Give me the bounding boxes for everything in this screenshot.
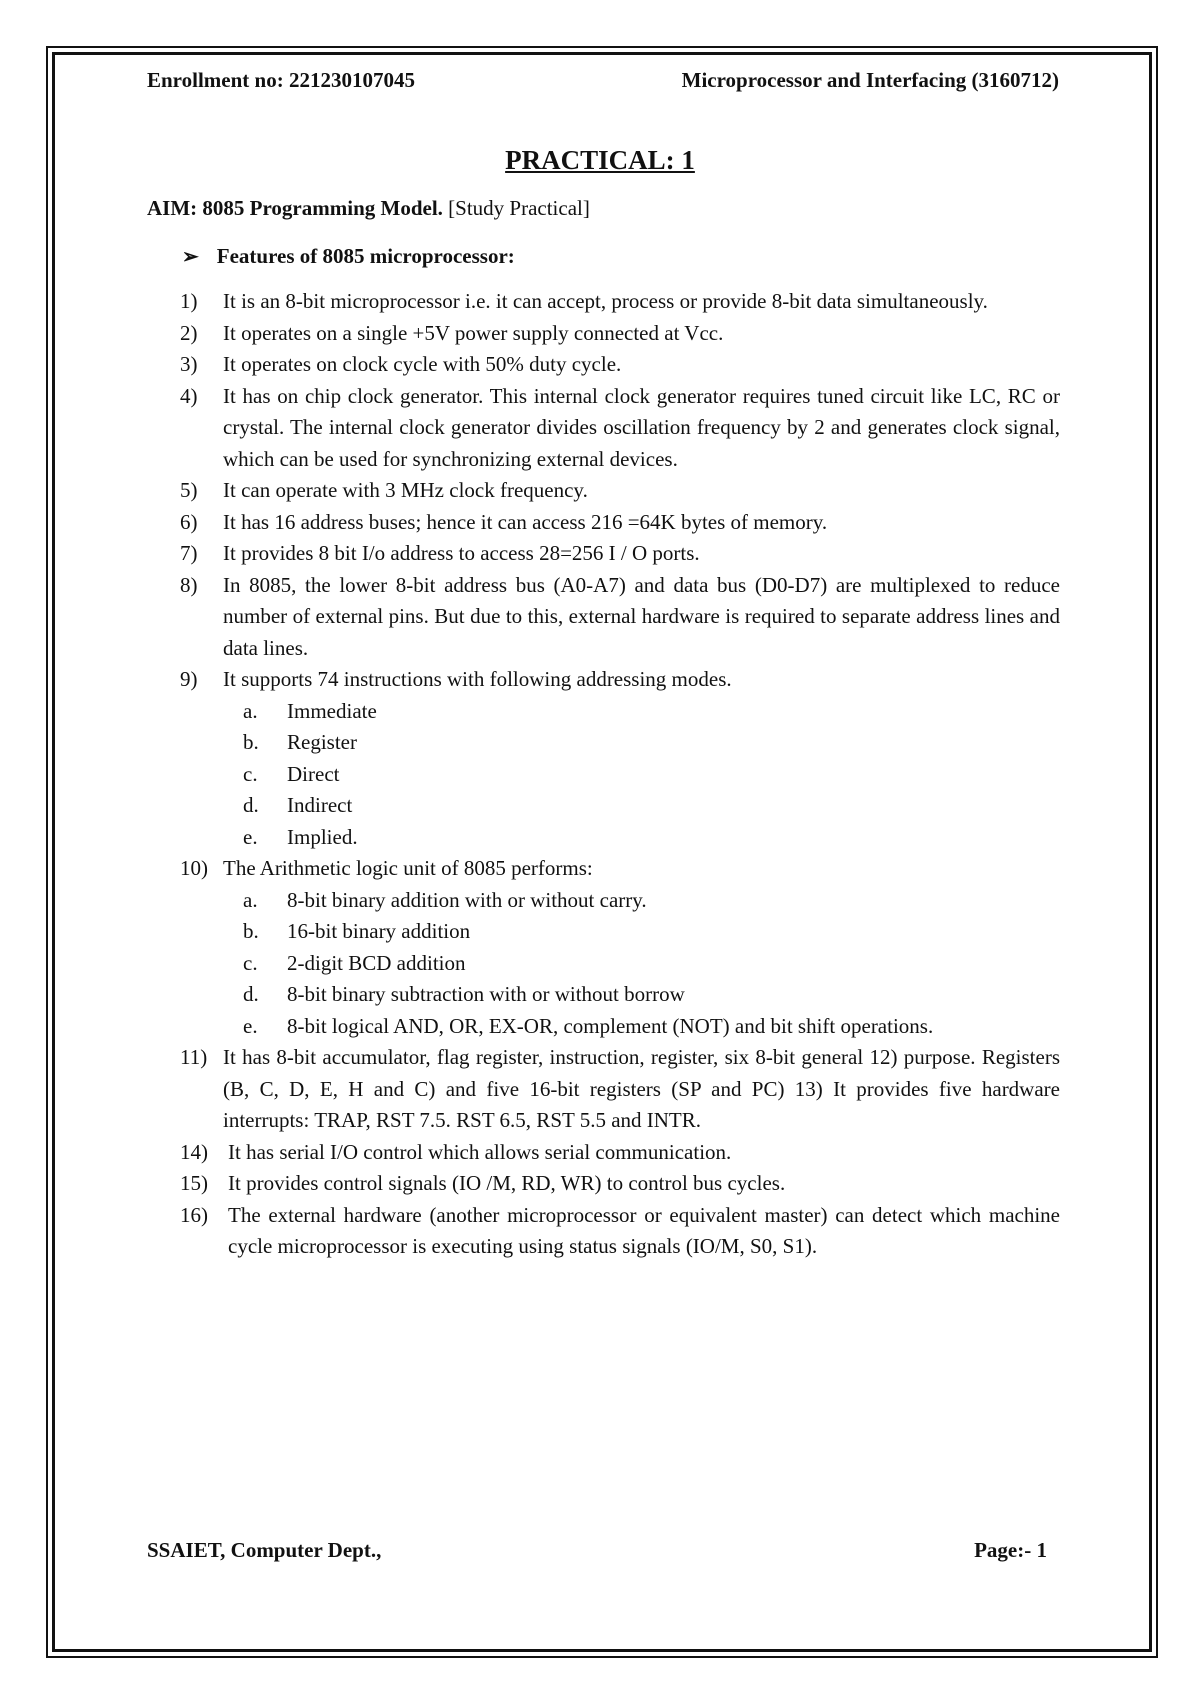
- features-heading: [182, 244, 515, 269]
- aim-line: [147, 196, 590, 221]
- list-item: 8) In 8085, the lower 8-bit address bus (A0-A7) and data bus (D0-D7) are multiplexed to reduce number of external pins. But due to this, external hardware is required to separate address lines and data lines.: [180, 572, 1060, 660]
- page-header: [147, 68, 1059, 93]
- list-item: 10) The Arithmetic logic unit of 8085 performs:: [180, 856, 593, 880]
- footer-institution: SSAIET, Computer Dept.,: [147, 1538, 382, 1562]
- list-item: 3) It operates on clock cycle with 50% duty cycle.: [180, 352, 622, 376]
- list-item: 11) It has 8-bit accumulator, flag register, instruction, register, six 8-bit general 12) purpose. Registers (B, C, D, E, H and C) and five 16-bit registers (SP and PC) 13) It provides five hardware interrupts: TRAP, RST 7.5. RST 6.5, RST 5.5 and INTR.: [180, 1045, 1060, 1132]
- sub-list-item: e. Implied.: [243, 824, 358, 849]
- sub-list-item: a. 8-bit binary addition with or without carry.: [243, 887, 647, 912]
- list-item: 2) It operates on a single +5V power supply connected at Vcc.: [180, 320, 724, 345]
- list-item: 9) It supports 74 instructions with following addressing modes.: [180, 667, 732, 691]
- sub-list-item: e. 8-bit logical AND, OR, EX-OR, complement (NOT) and bit shift operations.: [243, 1013, 934, 1038]
- sub-list-item: d. Indirect: [243, 793, 353, 817]
- features-list: [180, 286, 1060, 1263]
- enrollment-number: Enrollment no: 221230107045: [147, 68, 415, 92]
- list-item: 5) It can operate with 3 MHz clock frequency.: [180, 478, 588, 502]
- arrowhead-bullet-icon: ➢: [182, 246, 199, 268]
- sub-list-item: c. 2-digit BCD addition: [243, 950, 466, 975]
- sub-list-item: b. Register: [243, 730, 357, 754]
- list-item: 7) It provides 8 bit I/o address to access 28=256 I / O ports.: [180, 541, 700, 565]
- sub-list-item: c. Direct: [243, 761, 340, 786]
- list-item: 4) It has on chip clock generator. This internal clock generator requires tuned circuit like LC, RC or crystal. The internal clock generator divides oscillation frequency by 2 and generates clock signal, which can be used for synchronizing external devices.: [180, 383, 1060, 471]
- sub-list-item: b. 16-bit binary addition: [243, 919, 471, 943]
- list-item: 6) It has 16 address buses; hence it can access 216 =64K bytes of memory.: [180, 509, 828, 534]
- sub-list-item: d. 8-bit binary subtraction with or without borrow: [243, 982, 685, 1006]
- aim-label: AIM: 8085 Programming Model.: [147, 196, 443, 220]
- subject-title: Microprocessor and Interfacing (3160712): [681, 68, 1059, 92]
- list-item: 15) It provides control signals (IO /M, RD, WR) to control bus cycles.: [180, 1171, 786, 1195]
- list-item: 16) The external hardware (another microprocessor or equivalent master) can detect which machine cycle microprocessor is executing using status signals (IO/M, S0, S1).: [180, 1202, 1060, 1258]
- features-heading-text: Features of 8085 microprocessor:: [216, 244, 515, 268]
- practical-title: PRACTICAL: 1: [505, 145, 695, 175]
- list-item: 14) It has serial I/O control which allows serial communication.: [180, 1139, 732, 1164]
- list-item: 1) It is an 8-bit microprocessor i.e. it can accept, process or provide 8-bit data simultaneously.: [180, 289, 988, 313]
- page-number: Page:- 1: [974, 1538, 1047, 1562]
- page-footer: [147, 1538, 1047, 1563]
- sub-list-item: a. Immediate: [243, 698, 377, 723]
- aim-text: [Study Practical]: [448, 196, 590, 220]
